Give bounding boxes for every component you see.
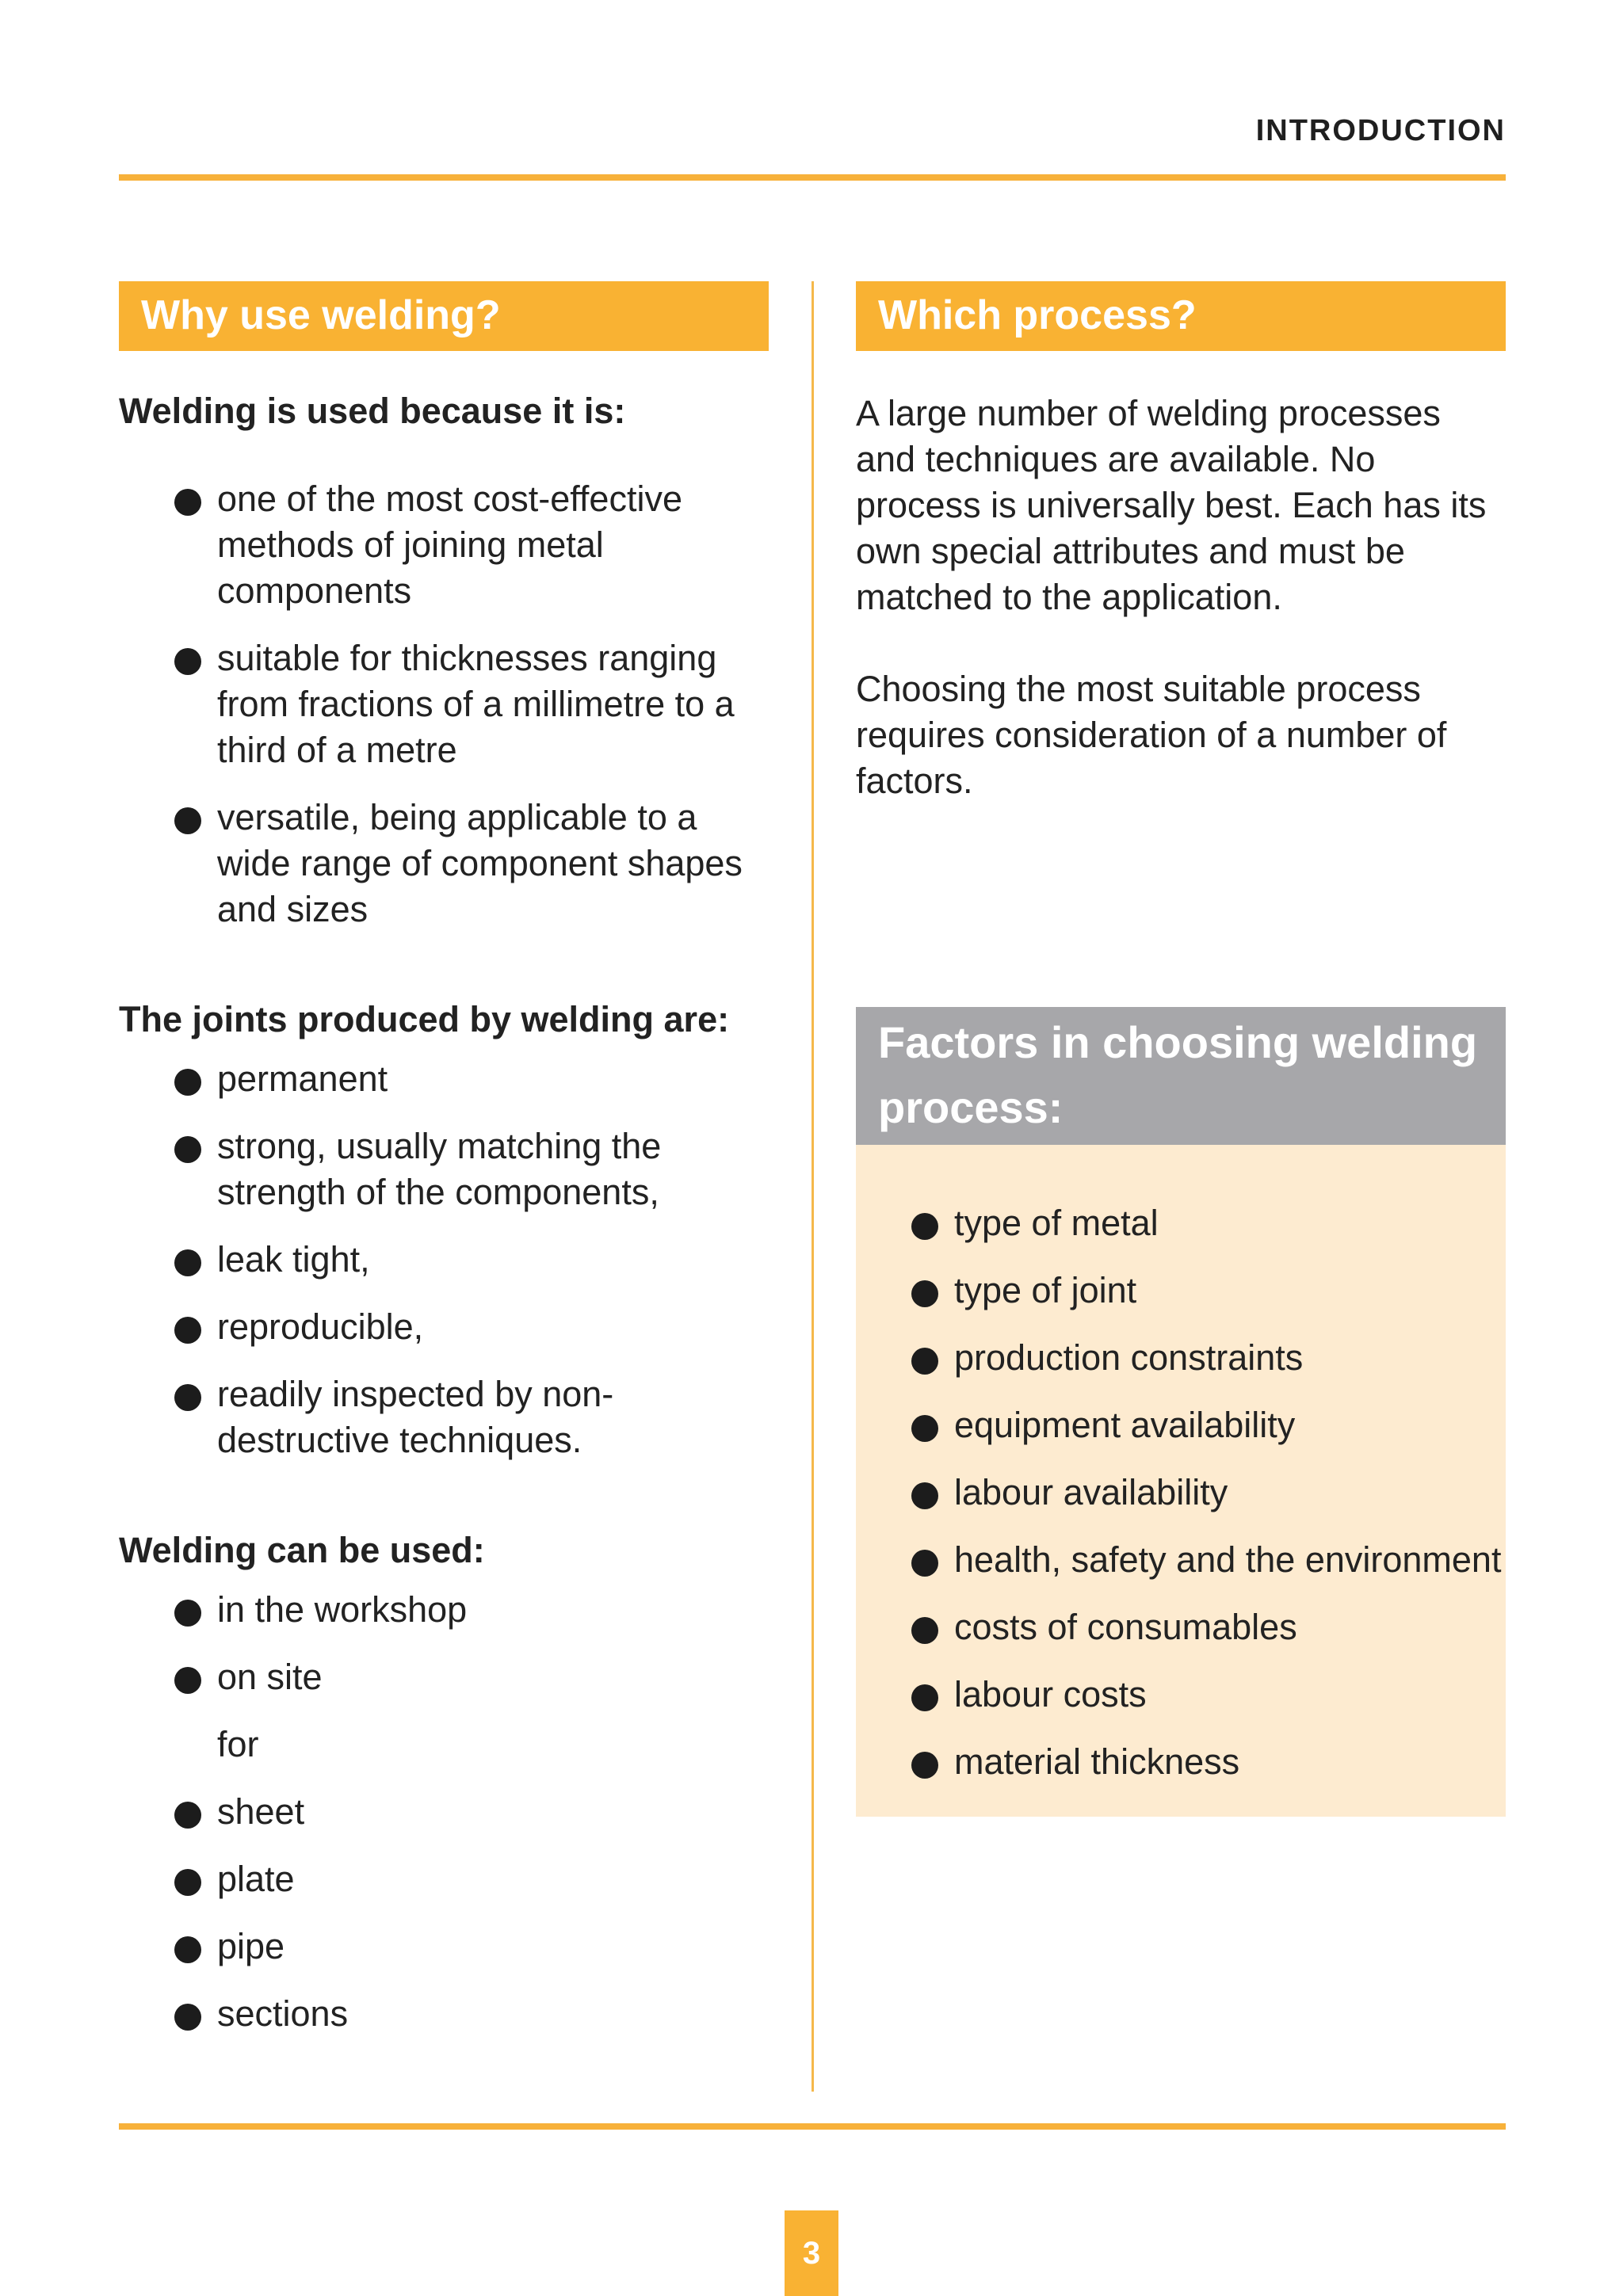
page-number: 3 <box>785 2210 838 2296</box>
column-divider <box>812 281 814 2092</box>
which-process-heading: Which process? <box>856 281 1506 351</box>
list-item: reproducible, <box>119 1304 769 1350</box>
factors-list <box>856 1200 1506 1785</box>
block2-list <box>119 1056 769 1463</box>
block2-lead: The joints produced by welding are: <box>119 999 730 1039</box>
block1-lead: Welding is used because it is: <box>119 391 626 431</box>
list-item: in the workshop <box>119 1587 769 1633</box>
list-item: production constraints <box>856 1335 1506 1381</box>
bullet-icon <box>911 1348 938 1375</box>
block3-list <box>119 1587 769 2037</box>
bullet-icon <box>174 1802 201 1829</box>
bullet-icon <box>174 807 201 834</box>
section-label: INTRODUCTION <box>1255 114 1506 147</box>
bullet-icon <box>174 1667 201 1694</box>
bullet-icon <box>911 1550 938 1577</box>
list-item: sheet <box>119 1789 769 1835</box>
list-item: suitable for thicknesses ranging from fractions of a millimetre to a third of a metre <box>119 635 769 773</box>
bullet-icon <box>174 1069 201 1096</box>
why-use-welding-heading: Why use welding? <box>119 281 769 351</box>
list-item: material thickness <box>856 1739 1506 1785</box>
bullet-icon <box>911 1213 938 1240</box>
bullet-icon <box>911 1752 938 1779</box>
list-item: leak tight, <box>119 1237 769 1283</box>
bullet-icon <box>174 1136 201 1163</box>
factors-paragraph: Choosing the most suitable process requires consideration of a number of factors. <box>856 669 1447 801</box>
list-connector: for <box>217 1724 259 1764</box>
bullet-icon <box>174 2004 201 2031</box>
bullet-icon <box>911 1415 938 1442</box>
bullet-icon <box>174 489 201 516</box>
right-column <box>856 281 1506 1817</box>
intro-paragraph: A large number of welding processes and techniques are available. No process is universally best. Each has its own special attributes and must be matched to the application. <box>856 393 1487 617</box>
bullet-icon <box>174 1249 201 1276</box>
bullet-icon <box>911 1482 938 1509</box>
list-item: labour availability <box>856 1470 1506 1516</box>
list-item: on site <box>119 1654 769 1700</box>
block3-lead: Welding can be used: <box>119 1530 485 1570</box>
bullet-icon <box>174 648 201 675</box>
list-item: versatile, being applicable to a wide range of component shapes and sizes <box>119 795 769 933</box>
list-item: readily inspected by non-destructive techniques. <box>119 1371 769 1463</box>
list-item: permanent <box>119 1056 769 1102</box>
list-item: type of metal <box>856 1200 1506 1246</box>
list-item: strong, usually matching the strength of the components, <box>119 1123 769 1215</box>
list-item: costs of consumables <box>856 1604 1506 1650</box>
list-item: labour costs <box>856 1672 1506 1718</box>
list-item: plate <box>119 1856 769 1902</box>
factors-box <box>856 1007 1506 1817</box>
bullet-icon <box>174 1936 201 1963</box>
list-item: sections <box>119 1991 769 2037</box>
factors-heading: Factors in choosing welding process: <box>856 1007 1506 1145</box>
bullet-icon <box>174 1384 201 1411</box>
left-column <box>119 281 769 2037</box>
bullet-icon <box>911 1617 938 1644</box>
bottom-rule <box>119 2123 1506 2130</box>
block1-list <box>119 476 769 933</box>
list-item: type of joint <box>856 1268 1506 1314</box>
list-item: health, safety and the environment <box>856 1537 1506 1583</box>
factors-body <box>856 1145 1506 1817</box>
list-item: one of the most cost-effective methods of joining metal components <box>119 476 769 614</box>
bullet-icon <box>174 1317 201 1344</box>
bullet-icon <box>174 1600 201 1627</box>
bullet-icon <box>911 1684 938 1711</box>
list-item: equipment availability <box>856 1402 1506 1448</box>
top-rule <box>119 174 1506 181</box>
bullet-icon <box>174 1869 201 1896</box>
list-item: pipe <box>119 1924 769 1970</box>
bullet-icon <box>911 1280 938 1307</box>
